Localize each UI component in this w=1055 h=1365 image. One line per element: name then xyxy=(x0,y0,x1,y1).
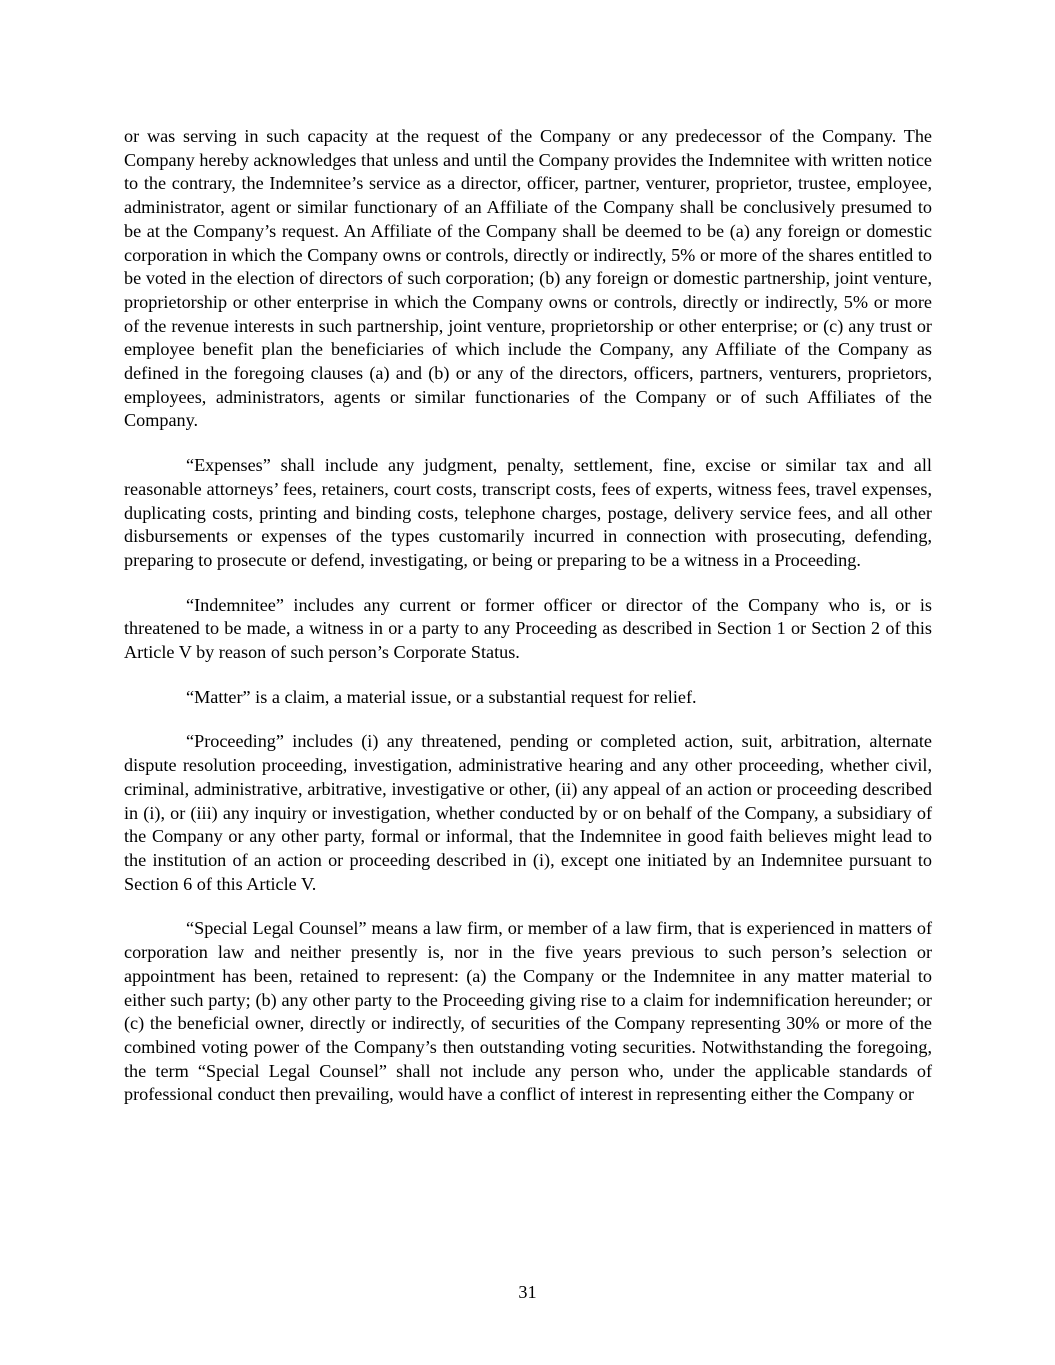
page-number: 31 xyxy=(518,1282,537,1302)
paragraph-expenses-definition: “Expenses” shall include any judgment, penalty, settlement, fine, excise or similar tax and all reasonable attorneys’ fees, retainers, court costs, transcript costs, fees of experts, witness fees, travel expenses, duplicating costs, printing and binding costs, telephone charges, postage, delivery service fees, and all other disbursements or expenses of the types customarily incurred in connection with prosecuting, defending, preparing to prosecute or defend, investigating, or being or preparing to be a witness in a Proceeding. xyxy=(124,455,932,570)
paragraph-special-legal-counsel-definition: “Special Legal Counsel” means a law firm, or member of a law firm, that is experienced in matters of corporation law and neither presently is, nor in the five years previous to such person’s selection or appointment has been, retained to represent: (a) the Company or the Indemnitee in any matter material to either such party; (b) any other party to the Proceeding giving rise to a claim for indemnification hereunder; or (c) the beneficial owner, directly or indirectly, of securities of the Company representing 30% or more of the combined voting power of the Company’s then outstanding voting securities. Notwithstanding the foregoing, the term “Special Legal Counsel” shall not include any person who, under the applicable standards of professional conduct then prevailing, would have a conflict of interest in representing either the Company or xyxy=(124,918,932,1105)
document-body xyxy=(124,125,932,1128)
paragraph-indemnitee-definition: “Indemnitee” includes any current or former officer or director of the Company who is, or is threatened to be made, a witness in or a party to any Proceeding as described in Section 1 or Section 2 of this Article V by reason of such person’s Corporate Status. xyxy=(124,594,932,663)
paragraph-matter-definition: “Matter” is a claim, a material issue, or a substantial request for relief. xyxy=(186,686,697,707)
paragraph-proceeding-definition: “Proceeding” includes (i) any threatened, pending or completed action, suit, arbitration, alternate dispute resolution proceeding, investigation, administrative hearing and any other proceeding, whether civil, criminal, administrative, arbitrative, investigative or other, (ii) any appeal of an action or proceeding described in (i), or (iii) any inquiry or investigation, whether conducted by or on behalf of the Company, a subsidiary of the Company or any other party, formal or informal, that the Indemnitee in good faith believes might lead to the institution of an action or proceeding described in (i), except one initiated by an Indemnitee pursuant to Section 6 of this Article V. xyxy=(124,731,932,894)
paragraph-affiliate-continuation: or was serving in such capacity at the request of the Company or any predecessor of the Company. The Company hereby acknowledges that unless and until the Company provides the Indemnitee with written notice to the contrary, the Indemnitee’s service as a director, officer, partner, venturer, proprietor, trustee, employee, administrator, agent or similar functionary of an Affiliate of the Company shall be conclusively presumed to be at the Company’s request. An Affiliate of the Company shall be deemed to be (a) any foreign or domestic corporation in which the Company owns or controls, directly or indirectly, 5% or more of the shares entitled to be voted in the election of directors of such corporation; (b) any foreign or domestic partnership, joint venture, proprietorship or other enterprise in which the Company owns or controls, directly or indirectly, 5% or more of the revenue interests in such partnership, joint venture, proprietorship or other enterprise; or (c) any trust or employee benefit plan the beneficiaries of which include the Company, any Affiliate of the Company as defined in the foregoing clauses (a) and (b) or any of the directors, officers, partners, venturers, proprietors, employees, administrators, agents or similar functionaries of the Company or of such Affiliates of the Company. xyxy=(124,126,932,431)
